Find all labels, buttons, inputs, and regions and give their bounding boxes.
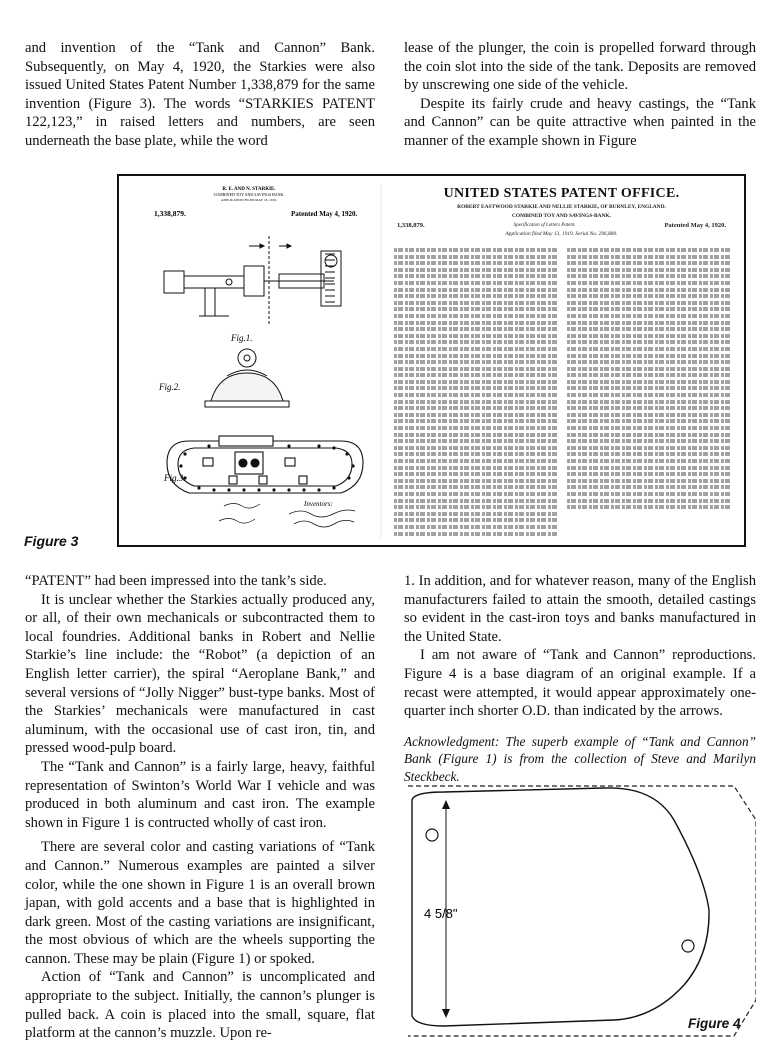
patent-header [389, 186, 734, 237]
drawing-header-application: APPLICATION FILED MAY 18, 1919. [221, 198, 277, 202]
inventor-signature-2 [294, 520, 354, 527]
paragraph: Despite its fairly crude and heavy castings, the “Tank and Cannon” can be quite attractive when painted in the manner of the example shown in Figure [404, 95, 756, 149]
inventor-signature-1 [289, 510, 355, 517]
drawing-header-title: COMBINED TOY AND SAVINGS BANK. [213, 192, 285, 197]
fig2-cannon-front [205, 349, 289, 407]
patent-invention-title: COMBINED TOY AND SAVINGS-BANK. [512, 213, 611, 220]
top-right-column [404, 39, 756, 151]
paragraph: and invention of the “Tank and Cannon” Bank. Subsequently, on May 4, 1920, the Starkies were also issued United States Patent Number 1,338,879 for the same invention (Figure 3). The words “STARKIES PATENT 122,123,” in raised letters and numbers, are seen underneath the base plate, while the word [25, 40, 375, 149]
patent-application: Application filed May 13, 1919. Serial No. 296,880. [505, 230, 618, 237]
paragraph: lease of the plunger, the coin is propelled forward through the coin slot into the side of the tank. Deposits are removed by unscrewing one side of the vehicle. [404, 40, 756, 94]
figure-3-patent-image [117, 174, 746, 547]
drawing-header-names: R. E. AND N. STARKIE. [222, 187, 276, 192]
paragraph: I am not aware of “Tank and Cannon” reproductions. Figure 4 is a base diagram of an original example. If a recast were attempted, it would appear approximately one-quarter inch shorter O.D. than indicated by the arrows. [404, 647, 756, 720]
witness-signature-2 [219, 519, 255, 524]
fig3-label: Fig.3. [164, 473, 186, 483]
paragraph: There are several color and casting variations of “Tank and Cannon.” Numerous examples are painted a silver color, while the one shown in Figure 1 is an overall brown japan, with gold accents and a base that is highlighted in dark green. Most of the casting variations are insignificant, the most obvious of which are the wheels supporting the cannon. These may be plain (Figure 1) or spoked. [25, 839, 375, 967]
patent-text-column-2 [567, 248, 732, 538]
arrow-head-down [442, 1009, 450, 1018]
paragraph: Action of “Tank and Cannon” is uncomplicated and appropriate to the subject. Initially, the cannon’s plunger is pulled back. A coin is placed into the small, square, flat platform at the cannon’s muzzle. Upon re- [25, 969, 375, 1042]
figure-4-base-diagram [404, 780, 756, 1042]
drawing-patented-date: Patented May 4, 1920. [291, 210, 358, 218]
inventors-label: Inventors: [304, 500, 333, 508]
patent-inventors: ROBERT EASTWOOD STARKIE AND NELLIE STARKIE, OF BURNLEY, ENGLAND. [457, 204, 666, 210]
patent-date: Patented May 4, 1920. [664, 222, 726, 230]
measure-label: 4 5/8" [424, 906, 458, 921]
bottom-left-column [25, 572, 375, 1043]
witness-signature-1 [224, 504, 260, 509]
drawing-patent-number: 1,338,879. [154, 209, 186, 218]
patent-spec: Specification of Letters Patent. [513, 223, 576, 229]
paragraph: “PATENT” had been impressed into the tank’s side. [25, 573, 327, 589]
fig2-label: Fig.2. [159, 382, 181, 392]
acknowledgment: Acknowledgment: The superb example of “Tank and Cannon” Bank (Figure 1) is from the collection of Steve and Marilyn Steckbeck. [404, 733, 756, 784]
patent-text-column-1 [394, 248, 559, 538]
fig1-cannon-mechanism [164, 236, 341, 326]
patent-number: 1,338,879. [397, 222, 425, 230]
fig3-tank-side [167, 436, 363, 493]
top-left-column [25, 39, 375, 151]
figure-4-caption: Figure 4 [688, 1016, 741, 1031]
arrow-head-up [442, 800, 450, 809]
fig1-label: Fig.1. [231, 333, 253, 343]
bottom-right-column [404, 572, 756, 785]
base-hole-right [682, 940, 694, 952]
figure-4-crop-border [408, 786, 756, 1036]
paragraph: It is unclear whether the Starkies actually produced any, or all, of their own mechanicals or subcontracted them to local foundries. Additional banks in Robert and Nellie Starkie’s line include: the “Robot” (a depiction of an English letter carrier), the spiral “Aeroplane Bank,” and several versions of “Jolly Nigger” bust-type banks. Most of the Starkies’ mechanicals were manufactured in cast aluminum, with the occasional use of cast iron, tin, and pressed wood-pulp board. [25, 591, 375, 757]
figure-3-caption: Figure 3 [24, 533, 79, 549]
base-hole-left [426, 829, 438, 841]
paragraph: 1. In addition, and for whatever reason, many of the English manufacturers failed to attain the smooth, detailed castings so evident in the cast-iron toys and banks manufactured in the United State. [404, 573, 756, 645]
patent-office-title: UNITED STATES PATENT OFFICE. [443, 186, 680, 201]
paragraph: The “Tank and Cannon” is a fairly large, heavy, faithful representation of Swinton’s World War I vehicle and was produced in both aluminum and cast iron. The example shown in Figure 1 is contructed wholly of cast iron. [25, 758, 375, 831]
